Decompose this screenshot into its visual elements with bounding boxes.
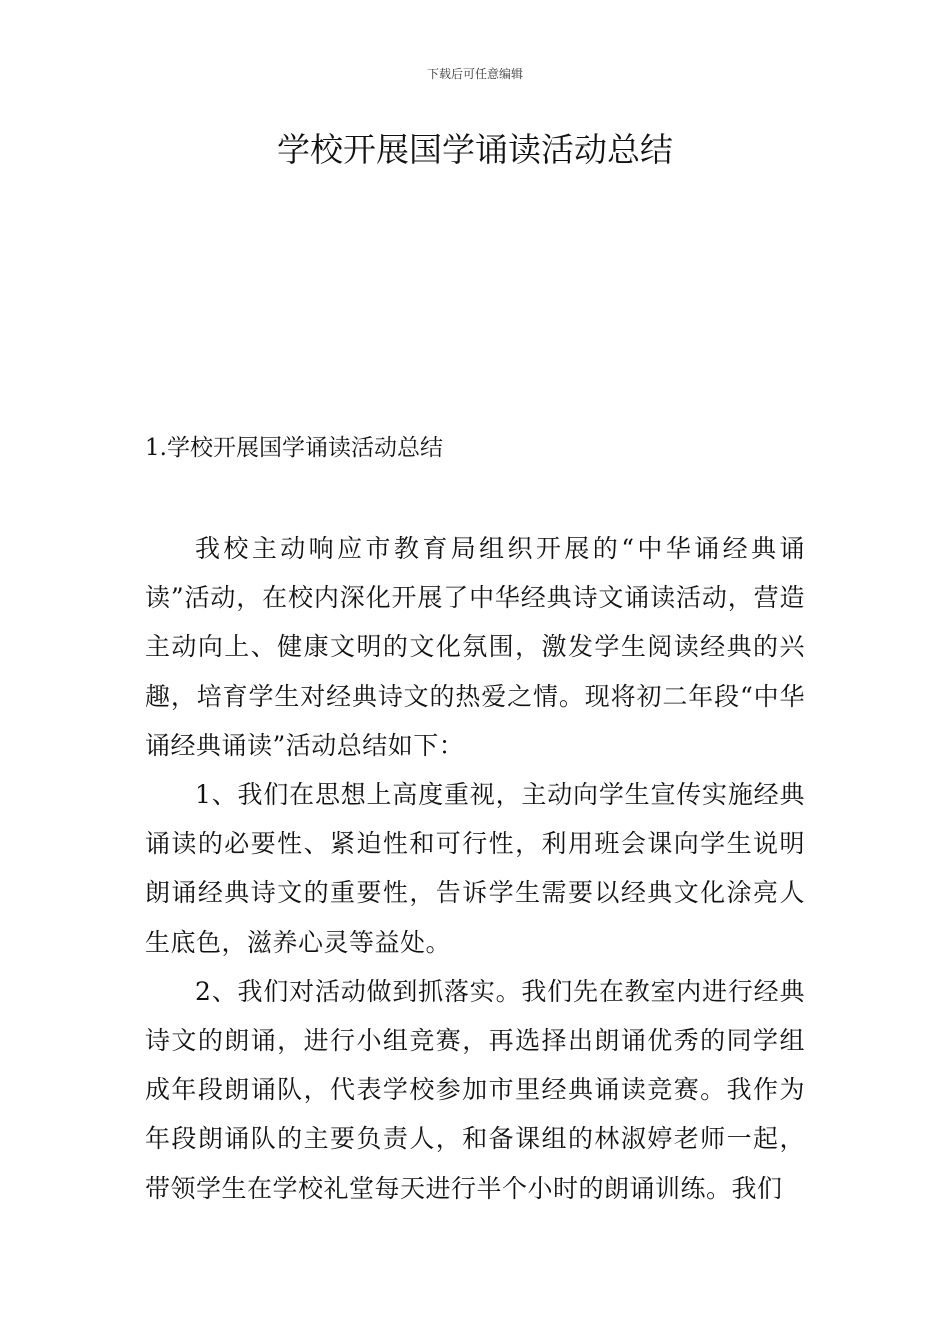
- section-heading: 1.学校开展国学诵读活动总结: [145, 435, 443, 461]
- body-text: [145, 524, 805, 1213]
- header-note: 下载后可任意编辑: [426, 67, 523, 81]
- paragraph-point-2: 2、我们对活动做到抓落实。我们先在教室内进行经典诗文的朗诵，进行小组竞赛，再选择出朗诵优秀的同学组成年段朗诵队，代表学校参加市里经典诵读竞赛。我作为年段朗诵队的主要负责人，和备课组的林淑婷老师一起，带领学生在学校礼堂每天进行半个小时的朗诵训练。我们: [145, 976, 805, 1203]
- paragraph-point-1: 1、我们在思想上高度重视，主动向学生宣传实施经典诵读的必要性、紧迫性和可行性，利用班会课向学生说明朗诵经典诗文的重要性，告诉学生需要以经典文化涂亮人生底色，滋养心灵等益处。: [145, 780, 805, 957]
- paragraph-intro: 我校主动响应市教育局组织开展的“中华诵经典诵读”活动，在校内深化开展了中华经典诗文诵读活动，营造主动向上、健康文明的文化氛围，激发学生阅读经典的兴趣，培育学生对经典诗文的热爱之情。现将初二年段“中华诵经典诵读”活动总结如下：: [145, 534, 805, 760]
- document-title: 学校开展国学诵读活动总结: [277, 130, 673, 169]
